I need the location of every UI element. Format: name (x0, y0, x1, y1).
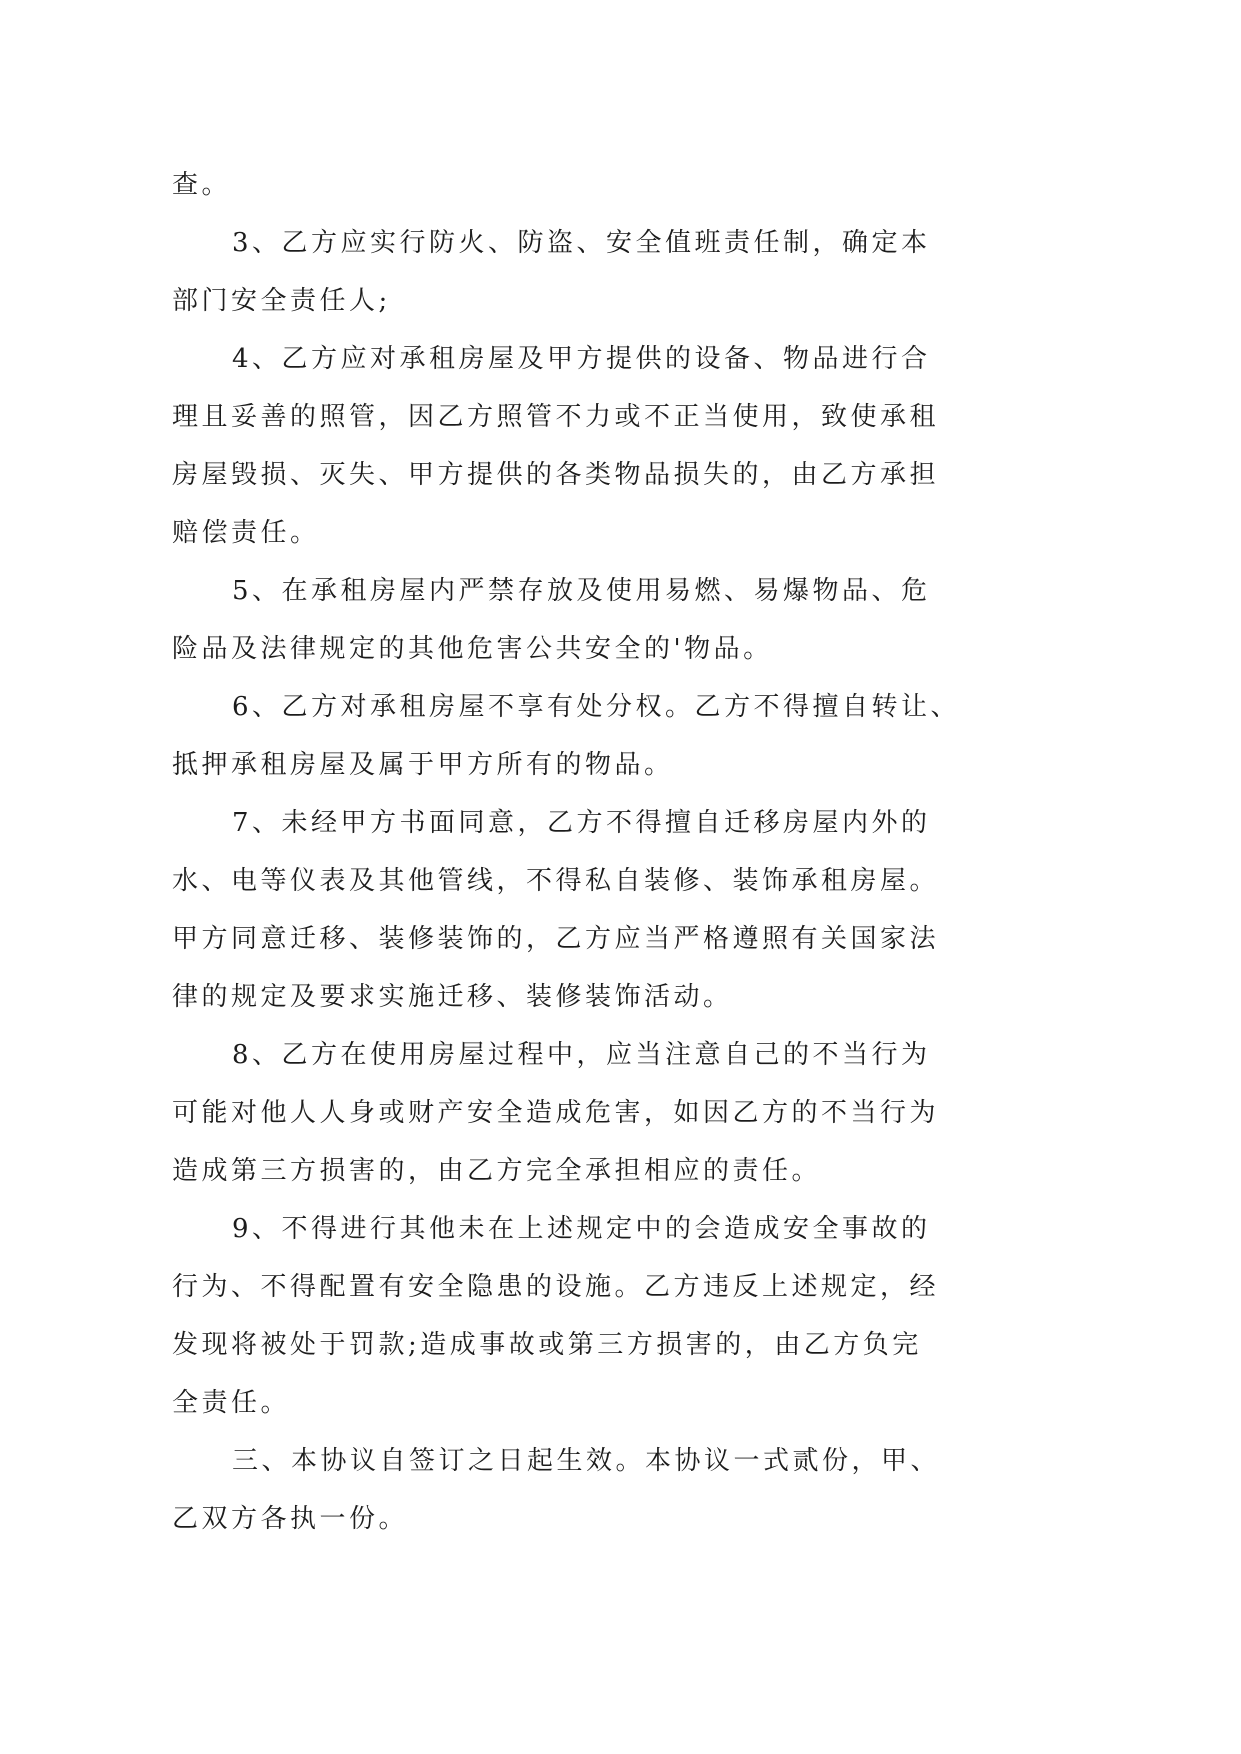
text-line: 抵押承租房屋及属于甲方所有的物品。 (172, 750, 674, 780)
clause-3 (172, 214, 1132, 330)
text-line: 6、乙方对承租房屋不享有处分权。乙方不得擅自转让、 (232, 692, 961, 722)
text-line: 造成第三方损害的，由乙方完全承担相应的责任。 (172, 1156, 822, 1186)
text-line: 4、乙方应对承租房屋及甲方提供的设备、物品进行合 (232, 344, 931, 374)
text-line: 发现将被处于罚款;造成事故或第三方损害的，由乙方负完 (172, 1330, 922, 1360)
text-line: 险品及法律规定的其他危害公共安全的'物品。 (172, 634, 773, 664)
text-line: 3、乙方应实行防火、防盗、安全值班责任制，确定本 (232, 228, 931, 258)
text-line: 律的规定及要求实施迁移、装修装饰活动。 (172, 982, 733, 1012)
clause-4 (172, 330, 1132, 562)
text-line: 行为、不得配置有安全隐患的设施。乙方违反上述规定，经 (172, 1272, 940, 1302)
text-line: 全责任。 (172, 1388, 291, 1418)
text-line: 部门安全责任人; (172, 286, 391, 316)
text-line: 乙双方各执一份。 (172, 1504, 409, 1534)
text-line: 赔偿责任。 (172, 518, 320, 548)
text-line: 理且妥善的照管，因乙方照管不力或不正当使用，致使承租 (172, 402, 940, 432)
text-line: 7、未经甲方书面同意，乙方不得擅自迁移房屋内外的 (232, 808, 931, 838)
clause-5 (172, 562, 1132, 678)
continuation-paragraph (172, 156, 1132, 214)
text-line: 甲方同意迁移、装修装饰的，乙方应当严格遵照有关国家法 (172, 924, 940, 954)
text-line: 8、乙方在使用房屋过程中，应当注意自己的不当行为 (232, 1040, 931, 1070)
document-body (172, 156, 1132, 1548)
text-line: 可能对他人人身或财产安全造成危害，如因乙方的不当行为 (172, 1098, 940, 1128)
text-line: 5、在承租房屋内严禁存放及使用易燃、易爆物品、危 (232, 576, 931, 606)
clause-7 (172, 794, 1132, 1026)
section-three-effective-clause (172, 1432, 1132, 1548)
clause-9 (172, 1200, 1132, 1432)
clause-8 (172, 1026, 1132, 1200)
text-line: 房屋毁损、灭失、甲方提供的各类物品损失的，由乙方承担 (172, 460, 940, 490)
text-line: 9、不得进行其他未在上述规定中的会造成安全事故的 (232, 1214, 931, 1244)
clause-6 (172, 678, 1132, 794)
text-line: 查。 (172, 170, 232, 200)
text-line: 水、电等仪表及其他管线，不得私自装修、装饰承租房屋。 (172, 866, 940, 896)
text-line: 三、本协议自签订之日起生效。本协议一式贰份，甲、 (232, 1446, 941, 1476)
